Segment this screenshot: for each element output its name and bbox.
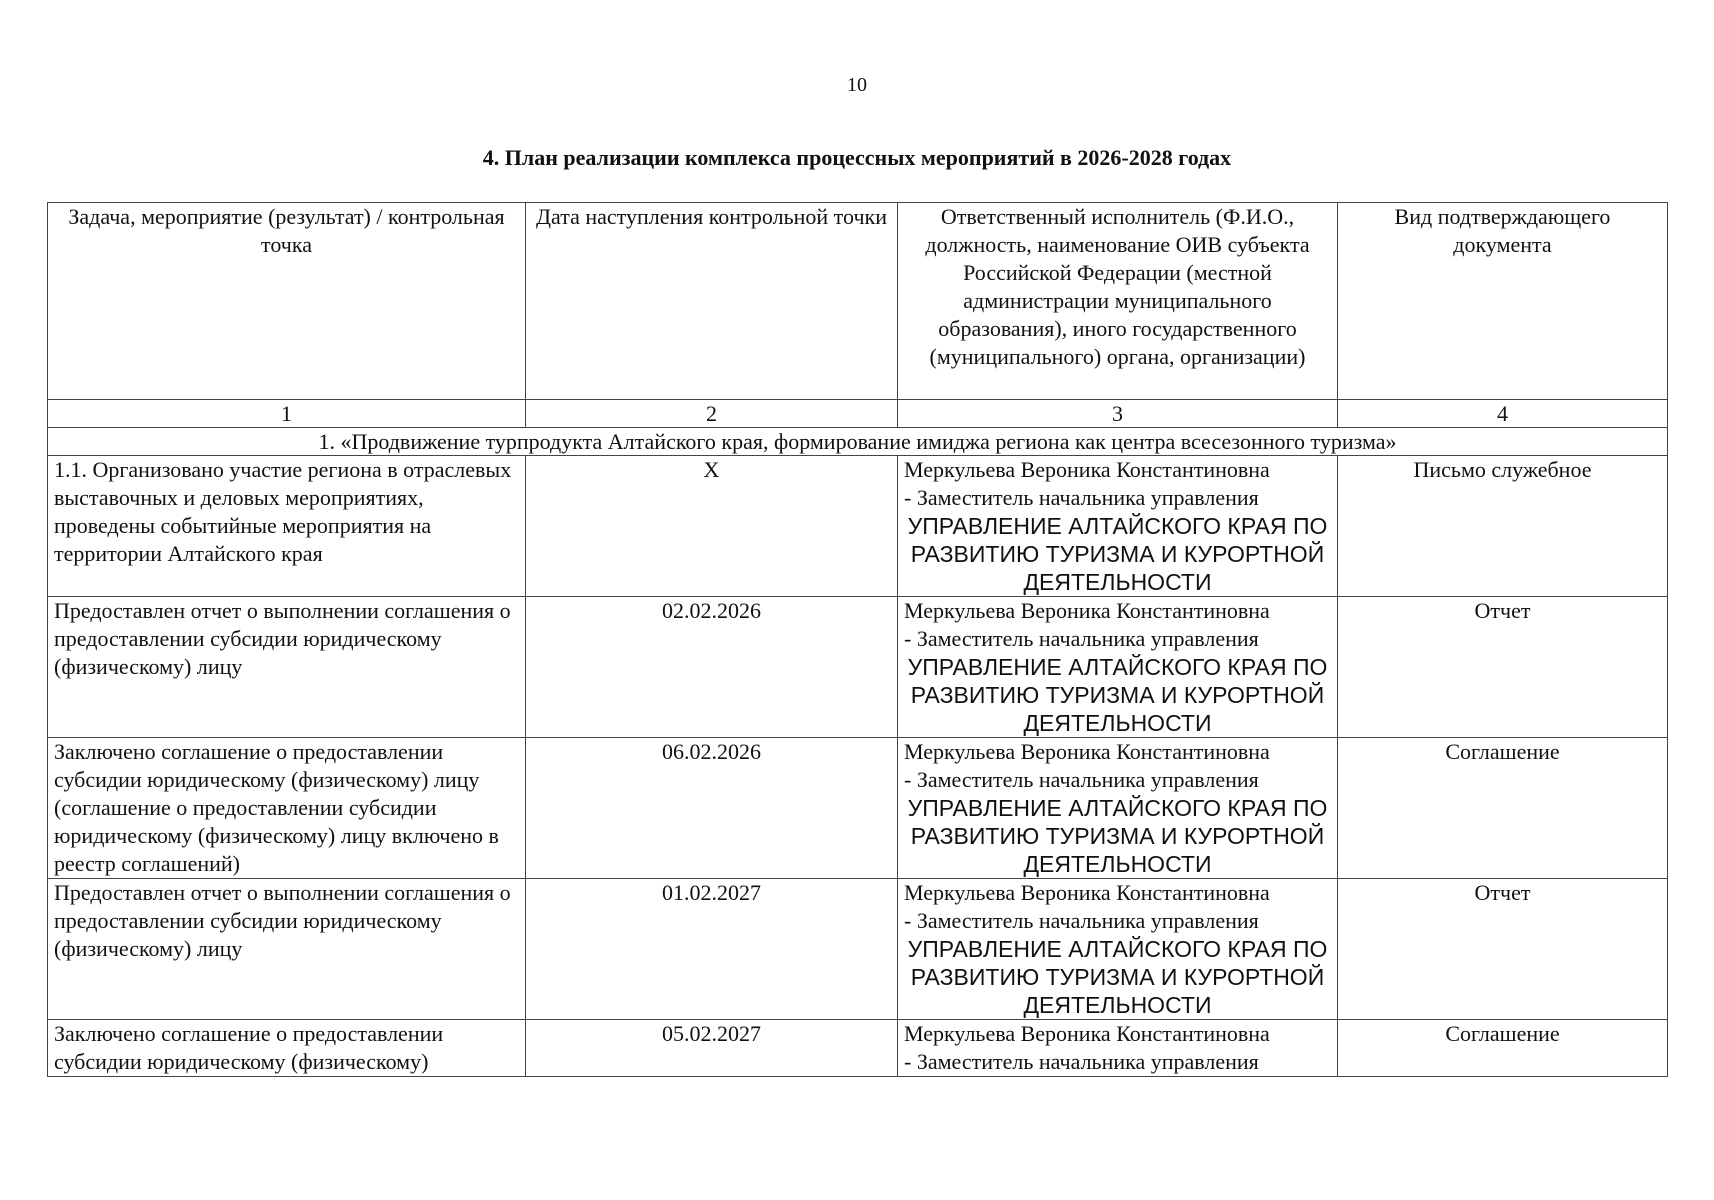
table-row xyxy=(48,738,1668,879)
responsible-cell xyxy=(898,879,1338,1020)
task-cell: Предоставлен отчет о выполнении соглашения о предоставлении субсидии юридическому (физическому) лицу xyxy=(48,597,526,738)
responsible-cell xyxy=(898,738,1338,879)
date-cell: 01.02.2027 xyxy=(526,879,898,1020)
responsible-person: Меркульева Вероника Константиновна xyxy=(904,739,1270,764)
column-number: 1 xyxy=(48,400,526,428)
responsible-person: Меркульева Вероника Константиновна xyxy=(904,598,1270,623)
responsible-cell xyxy=(898,597,1338,738)
table-row xyxy=(48,597,1668,738)
column-number: 4 xyxy=(1338,400,1668,428)
column-number: 3 xyxy=(898,400,1338,428)
header-task: Задача, мероприятие (результат) / контрольная точка xyxy=(48,203,526,400)
page-number: 10 xyxy=(847,74,867,96)
date-cell: 05.02.2027 xyxy=(526,1020,898,1077)
table-row xyxy=(48,879,1668,1020)
responsible-organization: УПРАВЛЕНИЕ АЛТАЙСКОГО КРАЯ ПО РАЗВИТИЮ ТУРИЗМА И КУРОРТНОЙ ДЕЯТЕЛЬНОСТИ xyxy=(907,936,1328,1018)
responsible-position: - Заместитель начальника управления xyxy=(904,626,1259,651)
responsible-position: - Заместитель начальника управления xyxy=(904,485,1259,510)
document-type-cell: Отчет xyxy=(1338,879,1668,1020)
date-cell: 06.02.2026 xyxy=(526,738,898,879)
implementation-plan-table xyxy=(47,202,1668,1077)
responsible-cell xyxy=(898,456,1338,597)
responsible-cell xyxy=(898,1020,1338,1077)
table-row xyxy=(48,456,1668,597)
date-cell: X xyxy=(526,456,898,597)
responsible-position: - Заместитель начальника управления xyxy=(904,1049,1259,1074)
task-cell: Предоставлен отчет о выполнении соглашения о предоставлении субсидии юридическому (физическому) лицу xyxy=(48,879,526,1020)
header-date: Дата наступления контрольной точки xyxy=(526,203,898,400)
column-number-row xyxy=(48,400,1668,428)
date-cell: 02.02.2026 xyxy=(526,597,898,738)
responsible-person: Меркульева Вероника Константиновна xyxy=(904,1021,1270,1046)
responsible-person: Меркульева Вероника Константиновна xyxy=(904,880,1270,905)
document-type-cell: Соглашение xyxy=(1338,738,1668,879)
responsible-organization: УПРАВЛЕНИЕ АЛТАЙСКОГО КРАЯ ПО РАЗВИТИЮ ТУРИЗМА И КУРОРТНОЙ ДЕЯТЕЛЬНОСТИ xyxy=(907,654,1328,736)
column-number: 2 xyxy=(526,400,898,428)
document-type-cell: Отчет xyxy=(1338,597,1668,738)
table-header-row xyxy=(48,203,1668,400)
responsible-position: - Заместитель начальника управления xyxy=(904,908,1259,933)
task-cell: 1.1. Организовано участие региона в отраслевых выставочных и деловых мероприятиях, проведены событийные мероприятия на территории Алтайского края xyxy=(48,456,526,597)
section-row xyxy=(48,428,1668,456)
table-row xyxy=(48,1020,1668,1077)
responsible-organization: УПРАВЛЕНИЕ АЛТАЙСКОГО КРАЯ ПО РАЗВИТИЮ ТУРИЗМА И КУРОРТНОЙ ДЕЯТЕЛЬНОСТИ xyxy=(907,795,1328,877)
section-title: 1. «Продвижение турпродукта Алтайского края, формирование имиджа региона как центра всесезонного туризма» xyxy=(48,428,1668,456)
page-title: 4. План реализации комплекса процессных мероприятий в 2026-2028 годах xyxy=(482,145,1232,170)
document-type-cell: Письмо служебное xyxy=(1338,456,1668,597)
header-document-type: Вид подтверждающего документа xyxy=(1338,203,1668,400)
responsible-person: Меркульева Вероника Константиновна xyxy=(904,457,1270,482)
task-cell: Заключено соглашение о предоставлении субсидии юридическому (физическому) xyxy=(48,1020,526,1077)
task-cell: Заключено соглашение о предоставлении субсидии юридическому (физическому) лицу (соглашение о предоставлении субсидии юридическому (физическому) лицу включено в реестр соглашений) xyxy=(48,738,526,879)
header-responsible: Ответственный исполнитель (Ф.И.О., должность, наименование ОИВ субъекта Российской Федерации (местной администрации муниципального образования), иного государственного (муниципального) органа, организации) xyxy=(898,203,1338,400)
responsible-position: - Заместитель начальника управления xyxy=(904,767,1259,792)
responsible-organization: УПРАВЛЕНИЕ АЛТАЙСКОГО КРАЯ ПО РАЗВИТИЮ ТУРИЗМА И КУРОРТНОЙ ДЕЯТЕЛЬНОСТИ xyxy=(907,513,1328,595)
document-type-cell: Соглашение xyxy=(1338,1020,1668,1077)
